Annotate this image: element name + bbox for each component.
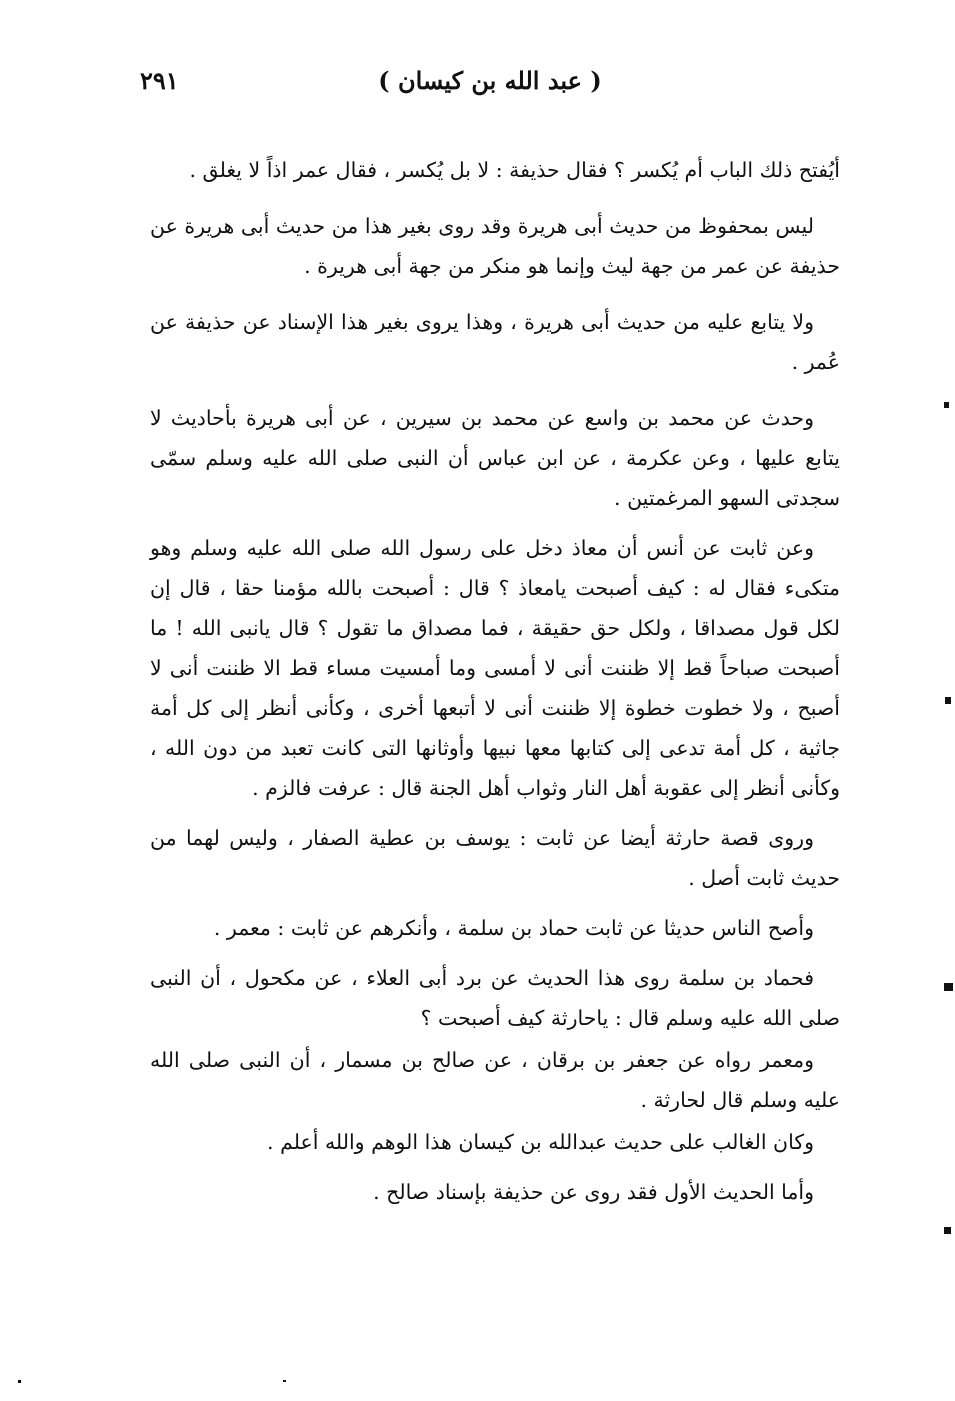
scan-speck <box>944 402 949 408</box>
scan-speck <box>283 1380 286 1382</box>
paragraph-10: وكان الغالب على حديث عبدالله بن كيسان هذا الوهم والله أعلم . <box>267 1130 814 1154</box>
paragraph-5: وعن ثابت عن أنس أن معاذ دخل على رسول الله صلى الله عليه وسلم وهو متكىء فقال له : كيف أصبحت يامعاذ ؟ قال : أصبحت بالله مؤمنا حقا ، قال إن لكل قول مصداقا ، ولكل حق حقيقة ، فما مصداق ما تقول ؟ قال يانبى الله ! ما أصبحت صباحاً قط إلا ظننت أنى لا أمسى وما أمسيت مساء قط الا ظننت أنى لا أصبح ، ولا خطوت خطوة إلا ظننت أنى لا أتبعها أخرى ، وكأنى أنظر إلى كل أمة جاثية ، كل أمة تدعى إلى كتابها معها نبيها وأوثانها التى كانت تعبد من دون الله ، وكأنى أنظر إلى عقوبة أهل النار وثواب أهل الجنة قال : عرفت فالزم . <box>150 536 840 800</box>
paragraph-8: فحماد بن سلمة روى هذا الحديث عن برد أبى العلاء ، عن مكحول ، أن النبى صلى الله عليه وسلم قال : ياحارثة كيف أصبحت ؟ <box>150 966 840 1030</box>
paragraph-11: وأما الحديث الأول فقد روى عن حذيفة بإسناد صالح . <box>373 1180 814 1204</box>
paragraph-9: ومعمر رواه عن جعفر بن برقان ، عن صالح بن مسمار ، أن النبى صلى الله عليه وسلم قال لحارثة . <box>150 1048 840 1112</box>
paragraph-2: ليس بمحفوظ من حديث أبى هريرة وقد روى بغير هذا من حديث أبى هريرة عن حذيفة عن عمر من جهة ليث وإنما هو منكر من جهة أبى هريرة . <box>150 214 840 278</box>
page-body <box>150 150 840 1222</box>
page-number: ٢٩١ <box>140 66 179 95</box>
paragraph-7: وأصح الناس حديثا عن ثابت حماد بن سلمة ، وأنكرهم عن ثابت : معمر . <box>213 916 814 940</box>
scan-speck <box>945 697 951 704</box>
scan-speck <box>944 983 953 991</box>
page-header <box>140 66 840 106</box>
paragraph-3: ولا يتابع عليه من حديث أبى هريرة ، وهذا يروى بغير هذا الإسناد عن حذيفة عن عُمر . <box>150 310 840 374</box>
running-title: ( عبد الله بن كيسان ) <box>378 66 602 95</box>
scan-speck <box>944 1227 951 1234</box>
paragraph-4: وحدث عن محمد بن واسع عن محمد بن سيرين ، عن أبى هريرة بأحاديث لا يتابع عليها ، وعن عكرمة ، عن ابن عباس أن النبى صلى الله عليه وسلم سمّى سجدتى السهو المرغمتين . <box>150 406 840 510</box>
paragraph-1: أيُفتح ذلك الباب أم يُكسر ؟ فقال حذيفة : لا بل يُكسر ، فقال عمر اذاً لا يغلق . <box>189 158 840 182</box>
paragraph-6: وروى قصة حارثة أيضا عن ثابت : يوسف بن عطية الصفار ، وليس لهما من حديث ثابت أصل . <box>150 826 840 890</box>
scan-speck <box>18 1380 21 1383</box>
